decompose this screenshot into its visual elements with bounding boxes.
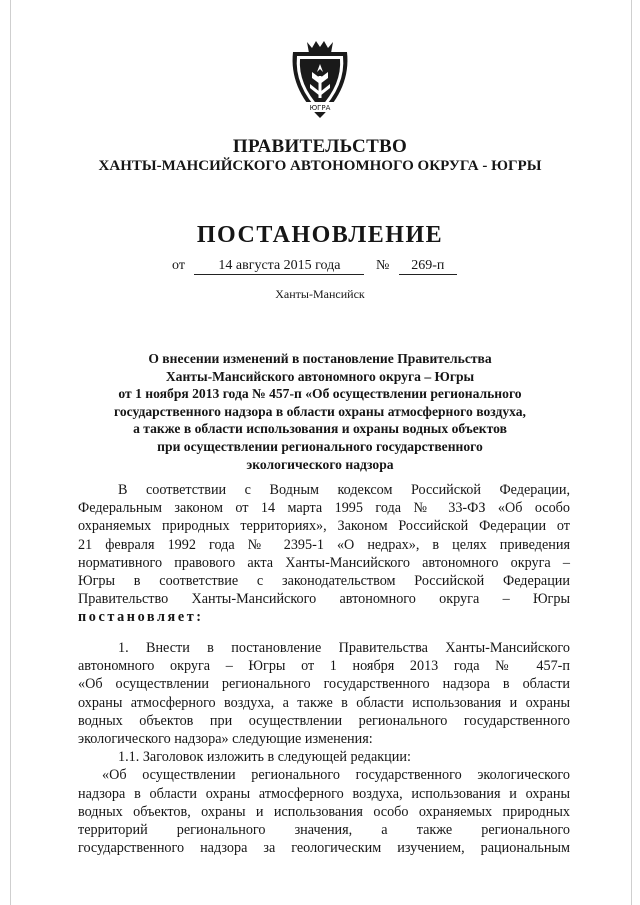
title-line: от 1 ноября 2013 года № 457-п «Об осуществлении регионального <box>118 386 522 402</box>
text-line: В соответствии с Водным кодексом Российской Федерации, <box>118 482 570 498</box>
text-line: Федеральным законом от 14 марта 1995 года № 33-ФЗ «Об особо <box>78 500 570 517</box>
document-title <box>60 350 580 473</box>
text-line: водных объектов, охраны и использования особо охраняемых природных <box>78 803 570 820</box>
text-line: государственного надзора за геологическим изучением, рациональным <box>78 840 570 857</box>
coat-of-arms-icon <box>285 38 355 124</box>
title-line: а также в области использования и охраны водных объектов <box>133 421 507 437</box>
government-name: ПРАВИТЕЛЬСТВО <box>232 136 408 157</box>
date-prefix: от <box>172 258 185 273</box>
decree-word: постановляет: <box>78 609 204 626</box>
emblem-label: ЮГРА <box>309 104 331 112</box>
text-line: территорий регионального значения, а также регионального <box>78 821 570 838</box>
text-line: 21 февраля 1992 года № 2395-1 «О недрах», в целях приведения <box>78 536 570 553</box>
city-name: Ханты-Мансийск <box>275 287 365 301</box>
text-line: надзора в области охраны атмосферного воздуха, использования и охраны <box>78 785 570 802</box>
item-1-paragraph <box>78 639 570 857</box>
title-line: при осуществлении регионального государственного <box>157 438 483 454</box>
subitem-heading: 1.1. Заголовок изложить в следующей редакции: <box>118 749 411 766</box>
document-number: 269-п <box>399 258 457 275</box>
text-line: экологического надзора» следующие изменения: <box>78 730 373 747</box>
text-line: охраны атмосферного воздуха, а также в области использования и охраны <box>78 694 570 711</box>
title-line: О внесении изменений в постановление Правительства <box>148 351 492 366</box>
text-line: «Об осуществлении регионального государственного экологического <box>102 767 570 784</box>
document-date: 14 августа 2015 года <box>194 258 364 275</box>
text-line: охраняемых природных территориях», Законом Российской Федерации от <box>78 518 570 535</box>
region-name: ХАНТЫ-МАНСИЙСКОГО АВТОНОМНОГО ОКРУГА - ЮГРЫ <box>98 158 542 174</box>
text-line: Правительство Ханты-Мансийского автономного округа – Югры <box>78 591 570 608</box>
preamble-paragraph <box>78 481 570 627</box>
text-line: водных объектов при осуществлении регионального государственного <box>78 712 570 729</box>
title-line: Ханты-Мансийского автономного округа – Югры <box>165 368 475 384</box>
text-line: «Об осуществлении регионального государственного надзора в области <box>78 676 570 693</box>
text-line: автономного округа – Югры от 1 ноября 2013 года № 457-п <box>78 658 570 675</box>
title-line: экологического надзора <box>246 456 394 472</box>
number-prefix: № <box>375 258 390 273</box>
title-line: государственного надзора в области охраны атмосферного воздуха, <box>114 403 526 419</box>
date-number-line <box>172 258 457 275</box>
text-line: 1. Внести в постановление Правительства Ханты-Мансийского <box>118 640 570 656</box>
text-line: Югры в соответствие с законодательством Российской Федерации <box>78 572 570 589</box>
document-type: ПОСТАНОВЛЕНИЕ <box>196 222 444 248</box>
text-line: нормативного правового акта Ханты-Мансийского автономного округа – <box>78 554 570 571</box>
